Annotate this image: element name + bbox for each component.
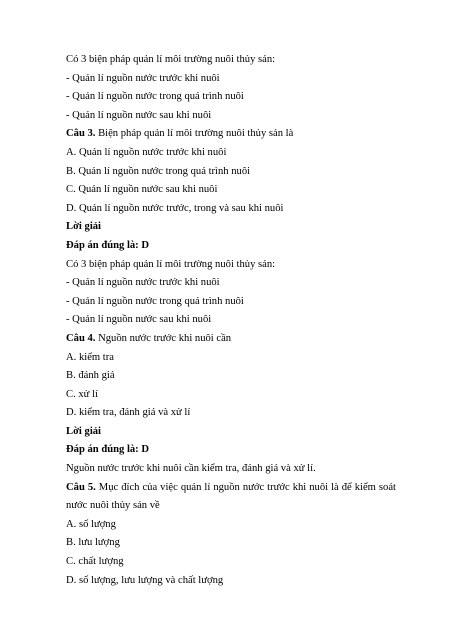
question-label: Câu 4. <box>66 332 96 344</box>
option-d: D. số lượng, lưu lượng và chất lượng <box>66 574 224 586</box>
option-b: B. lưu lượng <box>66 537 120 549</box>
explanation-text: Nguồn nước trước khi nuôi cần kiểm tra, đánh giá và xử lí. <box>66 463 316 475</box>
explanation-text: - Quản lí nguồn nước trong quá trình nuôi <box>66 295 244 307</box>
option-b: B. Quản lí nguồn nước trong quá trình nuôi <box>66 165 251 177</box>
option-d: D. kiểm tra, đánh giá và xử lí <box>66 407 191 419</box>
question-text: Mục đích của việc quản lí nguồn nước trước khi nuôi là để kiểm soát nước nuôi thủy sản về <box>66 481 396 512</box>
list-item: - Quản lí nguồn nước sau khi nuôi <box>66 109 212 121</box>
explanation-text: - Quản lí nguồn nước sau khi nuôi <box>66 314 212 326</box>
list-item: - Quản lí nguồn nước trước khi nuôi <box>66 72 220 84</box>
question-3 <box>66 125 396 144</box>
option-b: B. đánh giá <box>66 370 115 382</box>
question-text: Nguồn nước trước khi nuôi cần <box>95 332 232 344</box>
question-text: Biện pháp quản lí môi trường nuôi thủy sản là <box>95 128 294 140</box>
list-item: - Quản lí nguồn nước trong quá trình nuôi <box>66 91 244 103</box>
option-a: A. số lượng <box>66 518 116 530</box>
answer-text: Đáp án đúng là: D <box>66 239 150 251</box>
question-label: Câu 5. <box>66 481 96 493</box>
option-a: A. Quản lí nguồn nước trước khi nuôi <box>66 146 227 158</box>
answer-text: Đáp án đúng là: D <box>66 444 150 456</box>
intro-text: Có 3 biện pháp quản lí môi trường nuôi thủy sản: <box>66 54 276 65</box>
question-label: Câu 3. <box>66 128 96 140</box>
option-c: C. xử lí <box>66 388 98 400</box>
explanation-text: - Quản lí nguồn nước trước khi nuôi <box>66 277 220 289</box>
solution-heading: Lời giải <box>66 221 102 233</box>
question-5 <box>66 479 396 516</box>
option-a: A. kiểm tra <box>66 351 114 363</box>
question-4 <box>66 330 396 349</box>
solution-heading: Lời giải <box>66 425 102 437</box>
explanation-text: Có 3 biện pháp quản lí môi trường nuôi thủy sản: <box>66 258 276 270</box>
option-c: C. chất lượng <box>66 556 124 568</box>
option-c: C. Quản lí nguồn nước sau khi nuôi <box>66 184 218 196</box>
option-d: D. Quản lí nguồn nước trước, trong và sau khi nuôi <box>66 202 284 214</box>
document-content <box>66 51 396 590</box>
